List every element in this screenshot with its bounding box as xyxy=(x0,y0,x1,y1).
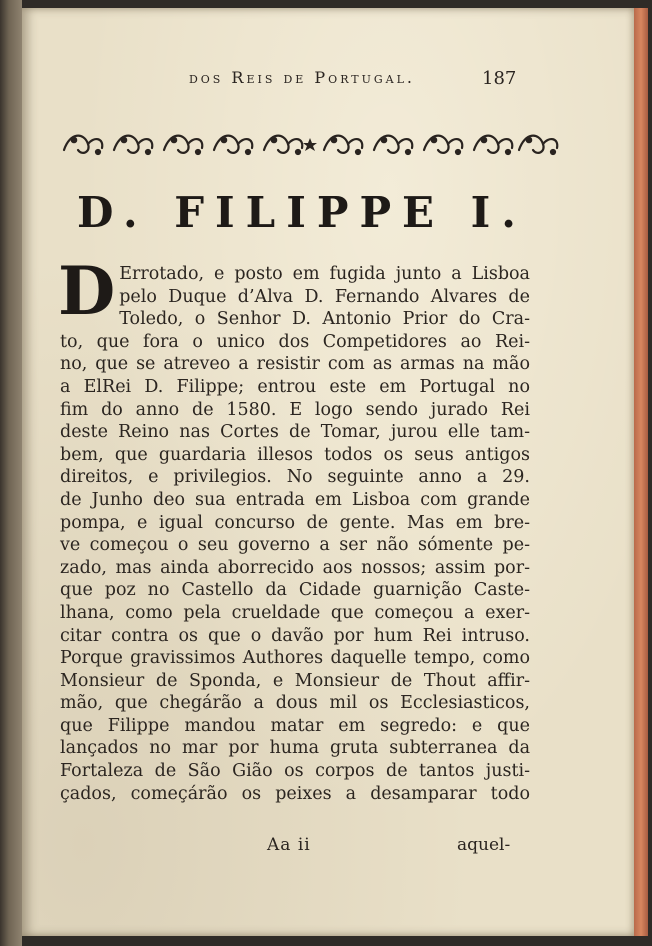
body-text xyxy=(58,252,530,805)
text-line: Monsieur de Sponda, e Monsieur de Thout affir- xyxy=(60,670,530,691)
text-line: de Junho deo sua entrada em Lisboa com grande xyxy=(60,489,530,510)
page-header xyxy=(22,68,634,94)
book-page xyxy=(22,8,634,936)
page-number: 187 xyxy=(482,68,517,89)
text-line: deste Reino nas Cortes de Tomar, jurou elle tam- xyxy=(60,422,530,443)
text-line: que poz no Castello da Cidade guarnição Caste- xyxy=(60,580,530,601)
section-title: D. FILIPPE I. xyxy=(77,188,527,237)
text-line: lançados no mar por huma gruta subterranea da xyxy=(60,738,530,759)
text-line: çados, começárão os peixes a desamparar todo xyxy=(60,783,530,804)
running-head: dos Reis de Portugal. xyxy=(188,68,416,87)
text-line: to, que fora o unico dos Competidores ao Rei- xyxy=(60,331,530,352)
text-line: bem, que guardaria illesos todos os seus antigos xyxy=(60,444,530,465)
text-line: que Filippe mandou matar em segredo: e que xyxy=(60,715,530,736)
text-line: pelo Duque d’Alva D. Fernando Alvares de xyxy=(119,286,530,307)
text-line: Fortaleza de São Gião os corpos de tantos justi- xyxy=(60,761,530,782)
text-line: fim do anno de 1580. E logo sendo jurado Rei xyxy=(60,399,530,420)
text-line: no, que se atreveo a resistir com as armas na mão xyxy=(60,354,530,375)
text-line: a ElRei D. Filippe; entrou este em Portugal no xyxy=(60,376,530,397)
text-line: lhana, como pela crueldade que começou a exer- xyxy=(60,602,530,623)
text-line: mão, que chegárão a dous mil os Ecclesiasticos, xyxy=(60,693,530,714)
text-line: Errotado, e posto em fugida junto a Lisboa xyxy=(119,264,530,284)
text-line: ve começou o seu governo a ser não sómente pe- xyxy=(60,535,530,556)
text-line: direitos, e privilegios. No seguinte anno a 29. xyxy=(60,467,530,488)
catchword: aquel- xyxy=(457,835,511,855)
page-footer xyxy=(22,835,634,859)
text-line: Toledo, o Senhor D. Antonio Prior do Cra- xyxy=(119,309,530,330)
book-gutter xyxy=(0,0,22,946)
drop-capital: D xyxy=(58,252,116,330)
page-edge xyxy=(634,8,648,936)
text-line: zado, mas ainda aborrecido aos nossos; assim por- xyxy=(60,557,530,578)
text-line: Porque gravissimos Authores daquelle tempo, como xyxy=(60,648,530,669)
text-line: citar contra os que o davão por hum Rei intruso. xyxy=(60,625,530,646)
signature-mark: Aa ii xyxy=(267,835,311,855)
ornamental-band xyxy=(60,126,560,162)
text-line: pompa, e igual concurso de gente. Mas em bre- xyxy=(60,512,530,533)
